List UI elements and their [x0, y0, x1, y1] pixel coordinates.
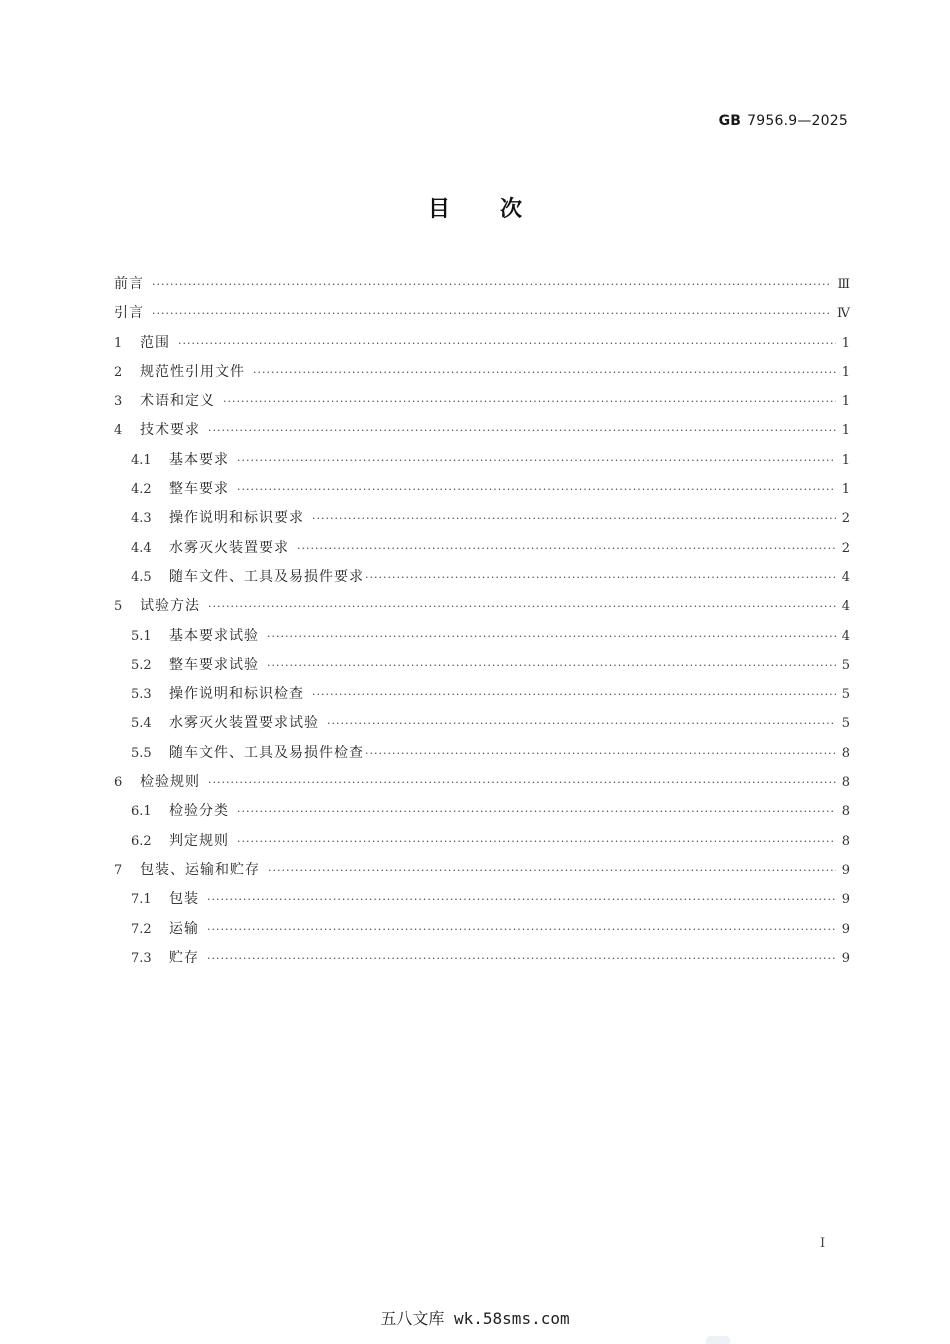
toc-entry[interactable] [114, 739, 850, 768]
toc-entry-page: 5 [841, 716, 850, 732]
toc-entry[interactable] [114, 534, 850, 563]
toc-entry-number: 7 [114, 862, 123, 878]
toc-entry-label: 判定规则 [169, 832, 229, 849]
toc-entry-page: 1 [841, 423, 850, 439]
toc-entry[interactable] [114, 944, 850, 973]
toc-entry-number: 5 [114, 599, 123, 615]
toc-leader-dots [312, 680, 836, 709]
toc-entry-label: 随车文件、工具及易损件检查 [169, 744, 364, 761]
toc-leader-dots [268, 856, 836, 885]
toc-entry-page: 5 [841, 657, 850, 673]
toc-entry-number: 1 [114, 335, 123, 351]
toc-entry-number: 7.3 [131, 950, 152, 966]
toc-entry-page: 8 [841, 833, 850, 849]
toc-leader-dots [297, 534, 836, 563]
toc-entry-label: 技术要求 [140, 422, 200, 439]
toc-entry-page: 5 [841, 687, 850, 703]
toc-entry[interactable] [114, 622, 850, 651]
toc-entry-number: 4.1 [131, 452, 152, 468]
toc-entry-page: 4 [841, 569, 850, 585]
toc-leader-dots [237, 827, 836, 856]
toc-entry-label: 整车要求试验 [169, 656, 259, 673]
toc-leader-dots [223, 387, 836, 416]
toc-entry[interactable] [114, 709, 850, 738]
standard-prefix: GB [718, 113, 742, 129]
toc-entry[interactable] [114, 270, 850, 299]
toc-entry-label: 随车文件、工具及易损件要求 [169, 568, 364, 585]
toc-entry-label: 水雾灭火装置要求 [169, 539, 289, 556]
toc-entry-label: 检验分类 [169, 803, 229, 820]
toc-entry[interactable] [114, 416, 850, 445]
toc-leader-dots [237, 475, 836, 504]
toc-entry-label: 前言 [114, 276, 144, 292]
toc-entry-label: 基本要求试验 [169, 627, 259, 644]
toc-entry-number: 5.3 [131, 687, 152, 703]
toc-entry-page: 8 [841, 775, 850, 791]
toc-entry[interactable] [114, 592, 850, 621]
toc-entry[interactable] [114, 797, 850, 826]
toc-entry[interactable] [114, 563, 850, 592]
toc-entry[interactable] [114, 299, 850, 328]
toc-entry-page: Ⅲ [837, 277, 850, 292]
toc-entry-page: Ⅳ [837, 306, 850, 322]
toc-entry[interactable] [114, 504, 850, 533]
watermark-text: 五八文库 wk.58sms.com [380, 1309, 570, 1328]
toc-leader-dots [237, 797, 836, 826]
toc-entry-label: 术语和定义 [140, 393, 215, 410]
toc-entry-number: 7.1 [131, 892, 152, 908]
toc-entry[interactable] [114, 915, 850, 944]
toc-leader-dots [267, 622, 836, 651]
toc-leader-dots [207, 944, 836, 973]
toc-leader-dots [207, 915, 836, 944]
toc-entry-label: 引言 [114, 305, 144, 322]
toc-entry-label: 整车要求 [169, 481, 229, 498]
toc-entry[interactable] [114, 358, 850, 387]
toc-entry[interactable] [114, 387, 850, 416]
toc-entry-page: 8 [841, 804, 850, 820]
toc-entry-number: 5.1 [131, 628, 152, 644]
toc-entry-page: 1 [841, 394, 850, 410]
toc-entry-number: 6.2 [131, 833, 152, 849]
toc-leader-dots [312, 504, 836, 533]
toc-entry-number: 4.3 [131, 511, 152, 527]
standard-number: 7956.9—2025 [747, 113, 848, 129]
toc-entry-page: 8 [841, 745, 850, 761]
toc-entry-number: 4.4 [131, 540, 152, 556]
toc-entry-number: 2 [114, 364, 123, 380]
toc-leader-dots [152, 270, 831, 299]
toc-entry-number: 4 [114, 423, 123, 439]
toc-entry-label: 贮存 [169, 949, 199, 966]
toc-entry-page: 4 [841, 628, 850, 644]
toc-entry[interactable] [114, 475, 850, 504]
page-number: Ⅰ [820, 1236, 826, 1251]
toc-entry-label: 检验规则 [140, 774, 200, 791]
table-of-contents [114, 270, 850, 973]
toc-entry-number: 4.5 [131, 569, 152, 585]
toc-entry-label: 水雾灭火装置要求试验 [169, 715, 319, 732]
toc-leader-dots [327, 709, 836, 738]
toc-entry[interactable] [114, 651, 850, 680]
toc-entry-page: 1 [841, 482, 850, 498]
toc-entry-label: 包装 [169, 891, 199, 908]
toc-entry-label: 包装、运输和贮存 [140, 861, 260, 878]
toc-entry[interactable] [114, 446, 850, 475]
toc-entry-page: 1 [841, 335, 850, 351]
standard-code [719, 113, 848, 129]
toc-entry-label: 试验方法 [140, 598, 200, 615]
toc-entry-page: 9 [841, 921, 850, 937]
toc-entry[interactable] [114, 329, 850, 358]
toc-entry-page: 2 [841, 511, 850, 527]
toc-leader-dots [365, 739, 836, 768]
toc-leader-dots [365, 563, 836, 592]
toc-entry-page: 9 [841, 862, 850, 878]
toc-entry-number: 5.5 [131, 745, 152, 761]
toc-entry-number: 6 [114, 775, 123, 791]
toc-entry-label: 操作说明和标识检查 [169, 686, 304, 703]
toc-leader-dots [237, 446, 836, 475]
toc-entry-number: 5.2 [131, 657, 152, 673]
toc-leader-dots [208, 416, 836, 445]
toc-leader-dots [267, 651, 836, 680]
toc-entry[interactable] [114, 856, 850, 885]
toc-entry-page: 1 [841, 452, 850, 468]
toc-entry-page: 2 [841, 540, 850, 556]
toc-entry-label: 操作说明和标识要求 [169, 510, 304, 527]
toc-leader-dots [152, 299, 831, 328]
toc-entry-label: 范围 [140, 334, 170, 351]
toc-entry-label: 基本要求 [169, 451, 229, 468]
toc-entry-number: 3 [114, 394, 123, 410]
toc-entry[interactable] [114, 885, 850, 914]
toc-entry[interactable] [114, 768, 850, 797]
toc-entry-page: 1 [841, 364, 850, 380]
corner-mark [706, 1336, 730, 1344]
toc-entry[interactable] [114, 827, 850, 856]
toc-entry-page: 4 [841, 599, 850, 615]
toc-entry-number: 7.2 [131, 921, 152, 937]
toc-entry-number: 5.4 [131, 716, 152, 732]
toc-entry-number: 4.2 [131, 482, 152, 498]
toc-title: 目次 [427, 197, 572, 222]
toc-leader-dots [253, 358, 836, 387]
toc-entry-label: 规范性引用文件 [140, 363, 245, 380]
toc-leader-dots [178, 329, 836, 358]
toc-entry-page: 9 [841, 892, 850, 908]
toc-leader-dots [208, 768, 836, 797]
toc-entry-number: 6.1 [131, 804, 152, 820]
toc-leader-dots [208, 592, 836, 621]
toc-leader-dots [207, 885, 836, 914]
toc-entry-page: 9 [841, 950, 850, 966]
toc-entry[interactable] [114, 680, 850, 709]
toc-entry-label: 运输 [169, 920, 199, 937]
